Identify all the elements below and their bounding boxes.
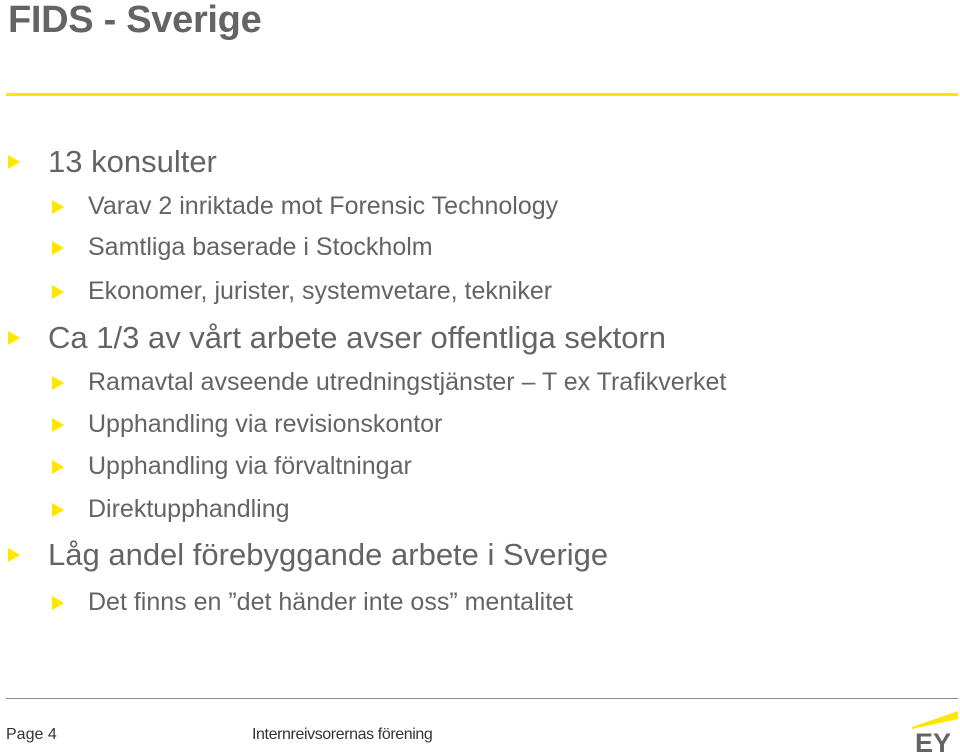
- footer-divider: [6, 698, 958, 699]
- sub-bullet-text: Ramavtal avseende utredningstjänster – T ex Trafikverket: [88, 368, 727, 396]
- arrow-bullet-icon: [8, 548, 20, 562]
- arrow-bullet-icon: [52, 285, 64, 299]
- sub-bullet-item: [52, 192, 558, 221]
- arrow-bullet-icon: [52, 241, 64, 255]
- sub-bullet-text: Direktupphandling: [88, 495, 290, 523]
- sub-bullet-text: Upphandling via förvaltningar: [88, 452, 412, 480]
- sub-bullet-item: [52, 495, 290, 524]
- arrow-bullet-icon: [52, 376, 64, 390]
- sub-bullet-text: Varav 2 inriktade mot Forensic Technology: [88, 192, 559, 220]
- bullet-text: 13 konsulter: [48, 144, 217, 179]
- bullet-text: Låg andel förebyggande arbete i Sverige: [48, 537, 609, 572]
- arrow-bullet-icon: [52, 200, 64, 214]
- organization-name: Internreivsorernas förening: [252, 726, 433, 743]
- arrow-bullet-icon: [8, 155, 20, 169]
- bullet-item: [8, 320, 666, 356]
- ey-logo: [906, 703, 958, 753]
- slide-title: FIDS - Sverige: [8, 0, 262, 41]
- page-number: Page 4: [6, 726, 57, 743]
- sub-bullet-item: [52, 410, 442, 439]
- bullet-text: Ca 1/3 av vårt arbete avser offentliga sektorn: [48, 320, 667, 355]
- sub-bullet-item: [52, 368, 726, 397]
- arrow-bullet-icon: [52, 460, 64, 474]
- title-divider: [6, 93, 958, 96]
- sub-bullet-item: [52, 277, 552, 306]
- bullet-item: [8, 537, 608, 573]
- sub-bullet-item: [52, 588, 573, 617]
- sub-bullet-text: Ekonomer, jurister, systemvetare, tekniker: [88, 277, 553, 305]
- sub-bullet-text: Det finns en ”det händer inte oss” mentalitet: [88, 588, 573, 616]
- logo-text: EY: [914, 728, 952, 753]
- sub-bullet-item: [52, 233, 433, 262]
- logo-beam-icon: [912, 711, 958, 729]
- arrow-bullet-icon: [52, 596, 64, 610]
- arrow-bullet-icon: [52, 418, 64, 432]
- arrow-bullet-icon: [52, 503, 64, 517]
- sub-bullet-text: Upphandling via revisionskontor: [88, 410, 443, 438]
- sub-bullet-item: [52, 452, 412, 481]
- sub-bullet-text: Samtliga baserade i Stockholm: [88, 233, 433, 261]
- arrow-bullet-icon: [8, 331, 20, 345]
- bullet-item: [8, 144, 217, 180]
